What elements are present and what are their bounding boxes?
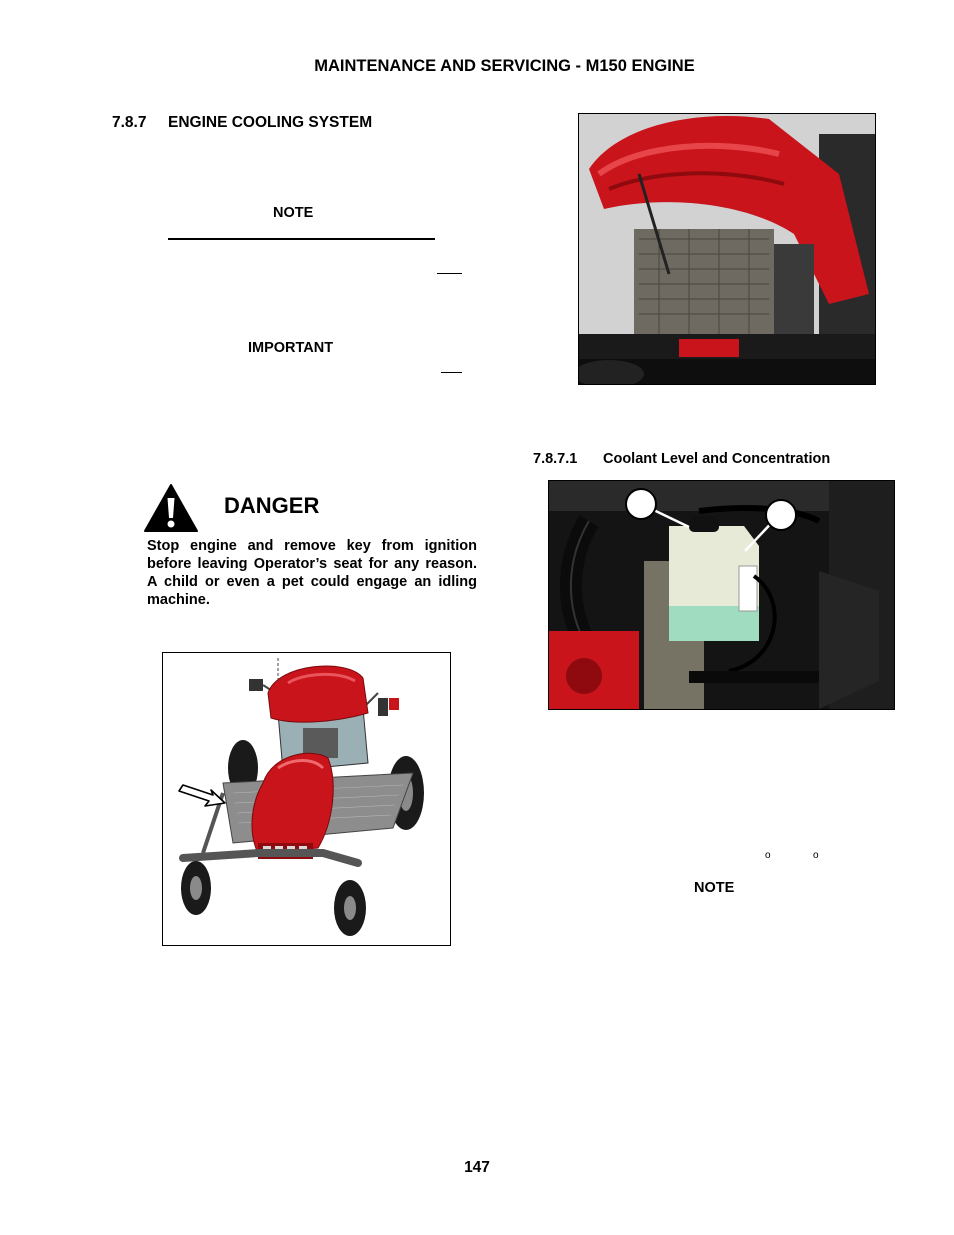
- warning-triangle-icon: [143, 483, 199, 533]
- danger-message: Stop engine and remove key from ignition before leaving Operator’s seat for any reason. A child or even a pet could engage an idling machine.: [147, 538, 477, 608]
- page-number: 147: [464, 1159, 490, 1176]
- important-label: IMPORTANT: [248, 340, 334, 356]
- danger-title: DANGER: [224, 493, 320, 518]
- divider: [168, 238, 435, 240]
- underline-mark: [441, 372, 462, 373]
- engine-hood-open-photo: [578, 113, 876, 385]
- subsection-number: 7.8.7.1: [533, 451, 578, 467]
- note-label: NOTE: [694, 880, 735, 896]
- page-header: MAINTENANCE AND SERVICING - M150 ENGINE: [314, 57, 695, 75]
- subsection-title: Coolant Level and Concentration: [603, 451, 831, 467]
- section-heading: [112, 114, 372, 132]
- subsection-heading: [533, 451, 830, 467]
- degree-symbol: o: [765, 850, 771, 861]
- coolant-reservoir-photo: [548, 480, 895, 710]
- machine-illustration: [162, 652, 451, 946]
- underline-mark: [437, 273, 462, 274]
- note-label: NOTE: [273, 205, 314, 221]
- section-title: ENGINE COOLING SYSTEM: [168, 114, 373, 131]
- degree-symbol: o: [813, 850, 819, 861]
- section-number: 7.8.7: [112, 114, 147, 131]
